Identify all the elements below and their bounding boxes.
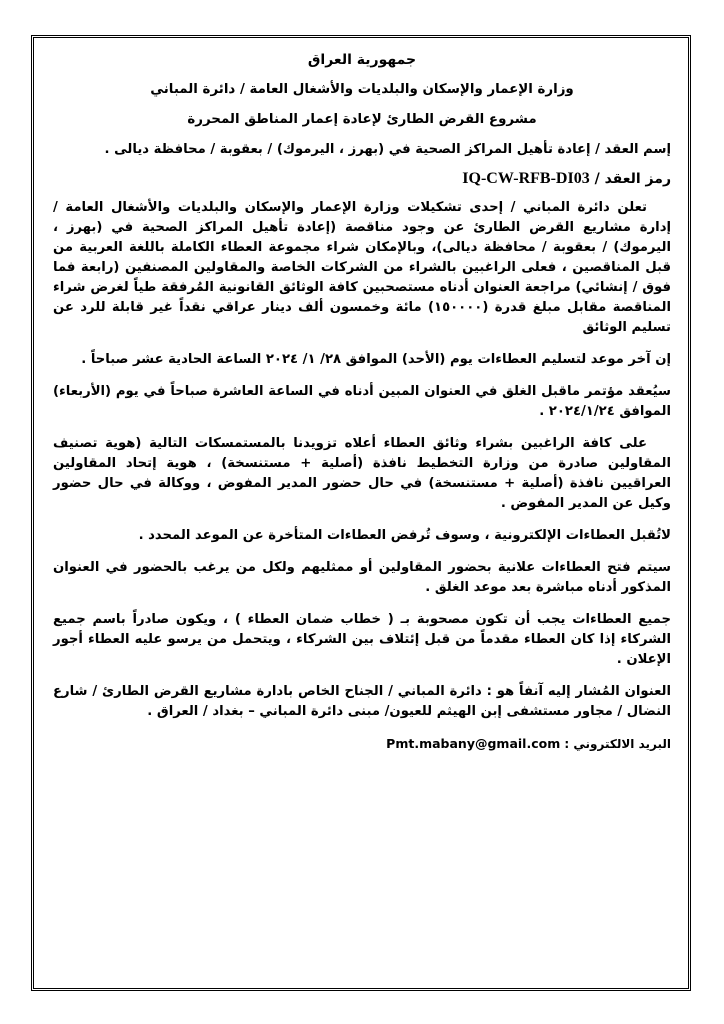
- project-heading: مشروع القرض الطارئ لإعادة إعمار المناطق المحررة: [187, 112, 537, 127]
- contract-code-value: IQ-CW-RFB-DI03: [462, 170, 590, 187]
- opening-paragraph: سيتم فتح العطاءات علانية بحضور المقاولين أو ممثليهم ولكل من يرغب بالحضور في العنوان المذكور أدناه مباشرة بعد موعد الغلق .: [53, 560, 671, 595]
- announcement-paragraph: تعلن دائرة المباني / إحدى تشكيلات وزارة الإعمار والإسكان والبلديات والأشغال العامة / إدارة مشاريع القرض الطارئ عن وجود مناقصة (إعادة تأهيل المراكز الصحية في (بهرز ، اليرموك) / بعقوبة / محافظة ديالى)، وبالإمكان شراء مجموعة العطاء الكاملة باللغة العربية من قبل المناقصين ، فعلى الراغبين بالشراء من الشركات الخاصة والمقاولين المصنفين (رابعة فما فوق / إنشائي) مراجعة العنوان أدناه مستصحبين كافة الوثائق القانونية المُرفقة طياً لغرض شراء المناقصة مقابل مبلغ قدرة (١٥٠٠٠٠) مائة وخمسون ألف دينار عراقي نقداً غير قابلة للرد عن تسليم الوثائق: [53, 200, 671, 335]
- announcement-document: [53, 50, 671, 766]
- deadline-paragraph: إن آخر موعد لتسليم العطاءات يوم (الأحد) الموافق ٢٨/ ١/ ٢٠٢٤ الساعة الحادية عشر صباحاً .: [81, 352, 671, 367]
- guarantee-paragraph: جميع العطاءات يجب أن تكون مصحوبة بـ ( خطاب ضمان العطاء ) ، ويكون صادراً باسم جميع الشركاء إذا كان العطاء مقدماً من قبل إئتلاف بين الشركاء ، ويتحمل من يرسو عليه العطاء أجور الإعلان .: [53, 612, 671, 667]
- email-label: البريد الالكتروني :: [564, 737, 671, 751]
- email-address[interactable]: Pmt.mabany@gmail.com: [386, 736, 561, 751]
- contract-code-label: رمز العقد /: [594, 171, 671, 187]
- electronic-bids-paragraph: لاتُقبل العطاءات الإلكترونية ، وسوف تُرفض العطاءات المتأخرة عن الموعد المحدد .: [138, 528, 671, 543]
- email-line: [53, 734, 671, 754]
- contract-code-line: [53, 169, 671, 189]
- republic-heading: جمهورية العراق: [307, 52, 417, 68]
- address-paragraph: العنوان المُشار إليه آنفاً هو : دائرة المباني / الجناح الخاص بادارة مشاريع القرض الطارئ / شارع النضال / مجاور مستشفى إبن الهيثم للعيون/ مبنى دائرة المباني – بغداد / العراق .: [53, 684, 671, 719]
- conference-paragraph: سيُعقد مؤتمر ماقبل الغلق في العنوان المبين أدناه في الساعة العاشرة صباحاً في يوم (الأربعاء) الموافق ٢٠٢٤/١/٢٤ .: [53, 384, 671, 419]
- contract-name: إسم العقد / إعادة تأهيل المراكز الصحية في (بهرز ، اليرموك) / بعقوبة / محافظة ديالى .: [104, 142, 671, 157]
- ministry-heading: وزارة الإعمار والإسكان والبلديات والأشغال العامة / دائرة المباني: [150, 82, 574, 97]
- requirements-paragraph: على كافة الراغبين بشراء وثائق العطاء أعلاه تزويدنا بالمستمسكات التالية (هوية تصنيف المقاولين صادرة من وزارة التخطيط نافذة (أصلية + مستنسخة) ، هوية إتحاد المقاولين العراقيين نافذة (أصلية + مستنسخة) في حال حضور المدير المفوض ، ووكالة في حال حضور وكيل عن المدير المفوض .: [53, 436, 671, 511]
